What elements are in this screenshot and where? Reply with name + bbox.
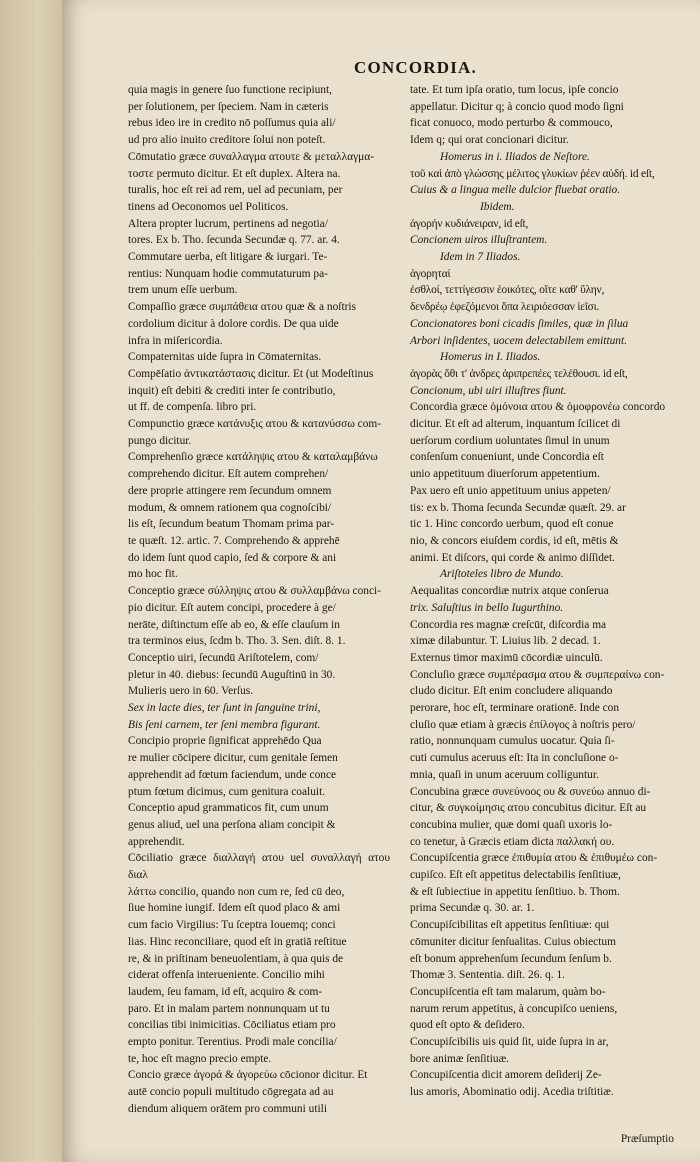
text-line: empto ponitur. Terentius. Prodi male concilia/	[128, 1036, 337, 1049]
text-line: narum rerum appetitus, à concupiſco ueniens,	[410, 1002, 618, 1015]
text-line: λάττω concilio, quando non cum re, ſed cū deo,	[128, 885, 345, 898]
text-line: pletur in 40. diebus: ſecundū Auguſtinū in 30.	[128, 668, 336, 681]
text-line: turalis, hoc eſt rei ad rem, uel ad pecuniam, per	[128, 184, 343, 197]
text-line: te, hoc eſt magno precio empte.	[128, 1052, 272, 1065]
text-line: tores. Ex b. Tho. ſecunda Secundæ q. 77. ar. 4.	[128, 234, 340, 247]
text-line: concubina mulier, quæ domi quaſi uxoris lo-	[410, 818, 613, 831]
text-line: cum facio Virgilius: Tu ſceptra Iouemq; conci	[128, 919, 336, 932]
text-line: Concionum, ubi uiri illuſtres fiunt.	[410, 384, 567, 397]
text-line: Concluſio græce συμπέρασμα ατου & συμπεραίνω con-	[410, 668, 665, 681]
text-line: Compaſſio græce συμπάθεια ατου quæ & a noſtris	[128, 301, 356, 314]
text-line: Idem q; qui orat concionari dicitur.	[410, 134, 569, 147]
text-line: cōmuniter dicitur ſenſualitas. Cuius obiectum	[410, 935, 616, 948]
text-line: Cōmutatio græce συναλλαγμα ατουτε & μεταλλαγμα-	[128, 150, 374, 163]
text-line: inquit) eſt debiti & crediti inter ſe contributio,	[128, 384, 336, 397]
text-line: Concupiſcibilitas eſt appetitus ſenſitiuæ: qui	[410, 919, 610, 932]
text-line: Ibidem.	[480, 200, 515, 213]
text-line: autē concio populi multitudo cōgregata ad au	[128, 1086, 334, 1099]
text-line: Altera propter lucrum, pertinens ad negotia/	[128, 217, 328, 230]
text-line: trix. Saluſtius in bello Iugurthino.	[410, 601, 564, 614]
text-line: tate. Et tum ipſa oratio, tum locus, ipſe concio	[410, 84, 619, 96]
text-line: re, & in priſtinam beneuolentiam, à qua quis de	[128, 952, 344, 965]
text-line: bore animæ ſenſitiuæ.	[410, 1052, 510, 1065]
text-line: infra in miſericordia.	[128, 334, 223, 347]
text-line: Concupiſcibilis uis quid ſit, uide ſupra in ar,	[410, 1036, 609, 1049]
text-line: Concordia res magnæ creſcūt, diſcordia ma	[410, 618, 607, 631]
text-line: Concupiſcentia græce ἐπιθυμία ατου & ἐπιθυμέω con-	[410, 852, 658, 865]
text-line: Homerus in I. Iliados.	[440, 351, 541, 364]
text-line: cluſio quæ etiam à græcis ἐπίλογος à noſtris pero/	[410, 718, 636, 731]
text-line: paro. Et in malam partem nonnunquam ut tu	[128, 1002, 330, 1015]
text-line: tra terminos eius, ſcdm b. Tho. 3. Sen. diſt. 8. 1.	[128, 635, 346, 648]
text-line: do idem ſunt quod capio, ſed & corpore & ani	[128, 551, 337, 564]
text-line: cludo dicitur. Eſt enim concludere aliquando	[410, 685, 613, 698]
text-line: Bis ſeni carnem, ter ſeni membra figurant.	[128, 718, 321, 731]
text-line: per ſolutionem, per ſpeciem. Nam in cæteris	[128, 100, 329, 113]
text-line: rentius: Nunquam hodie commutaturum pa-	[128, 267, 328, 280]
text-line: ſiue homine iungif. Idem eſt quod placo & ami	[128, 902, 341, 915]
text-line: Aequalitas concordiæ nutrix atque conſerua	[410, 585, 609, 598]
text-line: te quæſt. 12. artic. 7. Comprehendo & apprehē	[128, 534, 340, 547]
page-gutter	[0, 0, 62, 1162]
text-line: dere proprie attingere rem ſecundum omnem	[128, 484, 332, 497]
text-line: ἀγορὰς ὅθι τ' ἀνδρες ἀριπρεπέες τελέθουσι. id eſt,	[410, 367, 628, 380]
text-line: pungo dicitur.	[128, 434, 192, 447]
text-line: ptum fœtum dicimus, cum genitura coaluit.	[128, 785, 326, 798]
text-line: τοῦ καὶ ἀπὸ γλώσσης μέλιτος γλυκίων ῥέεν αὐδή. id eſt,	[410, 167, 655, 180]
text-line: tis: ex b. Thoma ſecunda Secundæ quæſt. 29. ar	[410, 501, 626, 514]
catchword: Præſumptio	[620, 1133, 674, 1145]
text-line: Comprehenſio græce κατάληψις ατου & καταλαμβάνω	[128, 451, 378, 464]
text-line: lis eſt, ſecundum beatum Thomam prima par-	[128, 518, 335, 531]
text-line: Conceptio apud grammaticos fit, cum unum	[128, 802, 329, 815]
text-line: Concionem uiros illuſtrantem.	[410, 234, 548, 247]
text-line: modum, & omnem rationem qua cognoſcibi/	[128, 501, 332, 514]
text-line: citur, & συγκοίμησις ατου concubitus dicitur. Eſt au	[410, 802, 647, 815]
text-line: ximæ dilabuntur. T. Liuius lib. 2 decad. 1.	[410, 635, 601, 648]
running-header: CONCORDIA.	[354, 58, 477, 77]
text-line: Concupiſcentia dicit amorem deſiderij Ze-	[410, 1069, 602, 1082]
text-line: lias. Hinc reconciliare, quod eſt in gratiā reſtitue	[128, 935, 347, 948]
text-line: ratio, nonnunquam cumulus uocatur. Quia ſi-	[410, 735, 615, 748]
text-line: Concubina græce συνεύνοος ου & συνεύω annuo di-	[410, 785, 651, 798]
text-line: ud pro alio inuito creditore ſolui non poteſt.	[128, 134, 326, 147]
text-line: quod eſt opto & deſidero.	[410, 1019, 525, 1032]
text-line: apprehendit.	[128, 835, 185, 848]
right-column	[410, 82, 675, 1101]
text-line: ut ff. de compenſa. libro pri.	[128, 401, 257, 414]
text-line: Thomæ 3. Sententia. diſt. 26. q. 1.	[410, 969, 566, 982]
text-line: Compēſatio ἀντικατάστασις dicitur. Et (ut Modeſtinus	[128, 367, 374, 380]
text-line: Concipio proprie ſignificat apprehēdo Qua	[128, 735, 322, 748]
text-line: genus aliud, uel una perſona aliam concipit &	[128, 818, 336, 831]
text-line: ciderat offenſa interueniente. Concilio mihi	[128, 969, 325, 982]
text-line: nerāte, diſtinctum eſſe ab eo, & eſſe clauſum in	[128, 618, 340, 631]
text-line: Mulieris uero in 60. Verſus.	[128, 685, 254, 698]
text-line: Concupiſcentia eſt tam malarum, quàm bo-	[410, 985, 606, 998]
text-line: Externus timor maximū cōcordiæ uinculū.	[410, 651, 603, 664]
text-line: unio appetituum diuerſorum appetentium.	[410, 468, 600, 481]
text-line: nio, & concors eiuſdem cordis, id eſt, mētis &	[410, 534, 619, 547]
left-column	[128, 82, 390, 1118]
text-line: ἐσθλοί, τεττίγεσσιν ἐοικότες, οἵτε καθ' ὕλην,	[410, 284, 605, 297]
text-line: & eſt ſubiectiue in appetitu ſenſitiuo. b. Thom.	[410, 885, 620, 898]
text-line: Concordia græce ὁμόνοια ατου & ὁμοφρονέω concordo	[410, 401, 666, 414]
text-line: Compunctio græce κατάνυξις ατου & κατανύσσω com-	[128, 418, 382, 431]
text-line: Homerus in i. Iliados de Neſtore.	[440, 150, 590, 163]
text-line: τοστε permuto dicitur. Et eſt duplex. Altera na.	[128, 167, 341, 180]
text-line: uerſorum cordium uoluntates ſimul in unum	[410, 434, 610, 447]
text-line: appellatur. Dicitur q; à concio quod modo ſigni	[410, 100, 624, 113]
text-line: Idem in 7 Iliados.	[440, 251, 521, 264]
text-line: dicitur. Et eſt ad alterum, inquantum ſcilicet di	[410, 418, 621, 431]
text-line: Cōciliatio græce διαλλαγή ατου uel συναλλαγή ατου διαλ	[128, 852, 390, 882]
text-line: cordolium dicitur à dolore cordis. De qua uide	[128, 317, 339, 330]
text-line: Conceptio uiri, ſecundū Ariſtotelem, com/	[128, 651, 319, 664]
text-line: ἀγορήν κυδιάνειραν, id eſt,	[410, 217, 529, 230]
text-line: animi. Et diſcors, qui corde & animo diſſidet.	[410, 551, 615, 564]
text-line: trem unum eſſe uerbum.	[128, 284, 238, 297]
text-line: perorare, hoc eſt, terminare orationē. Inde con	[410, 702, 620, 715]
text-line: mo hoc fit.	[128, 568, 178, 581]
text-line: comprehendo dicitur. Eſt autem comprehen/	[128, 468, 329, 481]
text-line: lus amoris, Abominatio odij. Acedia triſtitiæ.	[410, 1086, 614, 1099]
text-line: diendum aliquem orātem pro communi utili	[128, 1102, 327, 1115]
text-line: Conceptio græce σύλληψις ατου & συλλαμβάνω conci-	[128, 585, 382, 598]
text-line: rebus ideo ire in credito nō poſſumus quia ali/	[128, 117, 336, 130]
text-line: concilias tibi inimicitias. Cōciliatus etiam pro	[128, 1019, 336, 1032]
text-line: Sex in lacte dies, ter ſunt in ſanguine trini,	[128, 702, 321, 715]
text-line: laudem, ſeu famam, id eſt, acquiro & com-	[128, 985, 323, 998]
text-line: apprehendit ad fœtum faciendum, unde conce	[128, 768, 337, 781]
text-line: Arbori inſidentes, uocem delectabilem emittunt.	[410, 334, 628, 347]
text-line: Compaternitas uide ſupra in Cōmaternitas.	[128, 351, 322, 364]
text-line: Pax uero eſt unio appetituum unius appeten/	[410, 484, 611, 497]
text-line: ἀγορηταί	[410, 267, 451, 280]
text-line: tic 1. Hinc concordo uerbum, quod eſt conue	[410, 518, 614, 531]
text-line: ficat conuoco, modo perturbo & commouco,	[410, 117, 613, 130]
text-line: δενδρέῳ ἐφεζόμενοι ὄπα λειριόεσσαν ἱεῖσι.	[410, 301, 600, 314]
text-line: tinens ad Oeconomos uel Politicos.	[128, 200, 289, 213]
text-line: quia magis in genere ſuo functione recipiunt,	[128, 84, 333, 96]
text-line: Cuius & a lingua melle dulcior fluebat oratio.	[410, 184, 621, 197]
text-line: prima Secundæ q. 30. ar. 1.	[410, 902, 535, 915]
text-line: pio dicitur. Eſt autem concipi, procedere à ge/	[128, 601, 336, 614]
text-line: Ariſtoteles libro de Mundo.	[440, 568, 564, 581]
text-line: Concionatores boni cicadis ſimiles, quæ in ſilua	[410, 317, 629, 330]
text-line: Commutare uerba, eſt litigare & iurgari. Te-	[128, 251, 328, 264]
text-line: eſt bonum apprehenſum ſecundum ſenſum b.	[410, 952, 612, 965]
text-line: cupiſco. Eſt eſt appetitus delectabilis ſenſitiuæ,	[410, 869, 621, 882]
text-line: co tenetur, à Græcis etiam dicta παλλακή ου.	[410, 835, 615, 848]
text-line: conſenſum conueniunt, unde Concordia eſt	[410, 451, 604, 464]
text-line: Concio græce ἀγορά & ἀγορεύω cōcionor dicitur. Et	[128, 1069, 368, 1082]
text-line: mnia, quaſi in unum aceruum colliguntur.	[410, 768, 599, 781]
text-line: re mulier cōcipere dicitur, cum genitale ſemen	[128, 752, 338, 765]
text-line: cuti cumulus aceruus eſt: Ita in concluſione o-	[410, 752, 619, 765]
